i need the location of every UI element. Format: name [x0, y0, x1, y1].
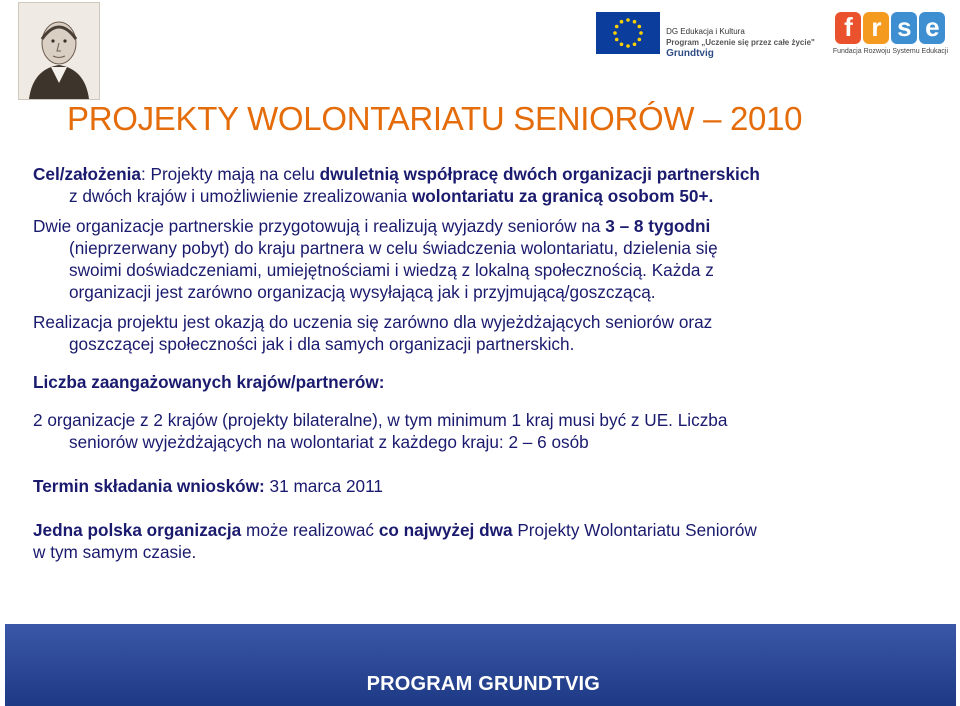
- grundtvig-caption: Grundtvig: [666, 48, 714, 59]
- logo-bar: [596, 12, 948, 59]
- goal-bold-text: dwuletnią współpracę dwóch organizacji partnerskich: [319, 164, 760, 184]
- duration-text: 3 – 8 tygodni: [605, 216, 711, 236]
- goal-paragraph: [33, 163, 938, 185]
- limit-bold-1: Jedna polska organizacja: [33, 520, 242, 540]
- frse-caption: Fundacja Rozwoju Systemu Edukacji: [832, 48, 948, 55]
- description-line-2: (nieprzerwany pobyt) do kraju partnera w celu świadczenia wolontariatu, dzielenia się: [69, 238, 718, 258]
- description-line-4: organizacji jest zarówno organizacją wysyłającą jak i przyjmującą/goszczącą.: [69, 282, 656, 302]
- goal-text-2: z dwóch krajów i umożliwienie zrealizowania: [69, 186, 412, 206]
- eu-program-caption: Program „Uczenie się przez całe życie": [666, 38, 815, 47]
- frse-letter-e: e: [919, 12, 945, 44]
- eu-flag-icon: [596, 12, 660, 54]
- page-title: PROJEKTY WOLONTARIATU SENIORÓW – 2010: [67, 100, 803, 137]
- implementation-paragraph: Realizacja projektu jest okazją do uczenia się zarówno dla wyjeżdżających seniorów oraz: [33, 312, 713, 332]
- eu-grundtvig-logo: [596, 12, 815, 59]
- limit-text-1: może realizować: [241, 520, 379, 540]
- partners-heading: [33, 371, 938, 393]
- limit-paragraph: [33, 519, 938, 541]
- frse-logo: [833, 12, 948, 55]
- deadline-paragraph: [33, 475, 938, 497]
- description-paragraph: [33, 215, 938, 237]
- description-line-3: swoimi doświadczeniami, umiejętnościami i wiedzą z lokalną społecznością. Każda z: [69, 260, 714, 280]
- partners-text-2: seniorów wyjeżdżających na wolontariat z każdego kraju: 2 – 6 osób: [69, 432, 589, 452]
- deadline-label: Termin składania wniosków:: [33, 476, 265, 496]
- footer-banner-text: PROGRAM GRUNDTVIG: [366, 673, 600, 695]
- partners-text: 2 organizacje z 2 krajów (projekty bilateralne), w tym minimum 1 kraj musi być z UE. Liczba: [33, 410, 728, 430]
- implementation-line-2: goszczącej społeczności jak i dla samych organizacji partnerskich.: [69, 334, 575, 354]
- eu-caption: DG Edukacja i Kultura: [666, 27, 745, 36]
- partners-heading-text: Liczba zaangażowanych krajów/partnerów:: [33, 372, 385, 392]
- goal-paragraph-line2: [33, 185, 938, 207]
- frse-letter-s: s: [891, 12, 917, 44]
- frse-letter-f: f: [835, 12, 861, 44]
- frse-letter-r: r: [863, 12, 889, 44]
- description-text: Dwie organizacje partnerskie przygotowują i realizują wyjazdy seniorów na: [33, 216, 606, 236]
- limit-text-2: Projekty Wolontariatu Seniorów: [512, 520, 757, 540]
- goal-text: : Projekty mają na celu: [140, 164, 320, 184]
- main-content: [33, 163, 938, 563]
- limit-line-2: w tym samym czasie.: [33, 542, 197, 562]
- deadline-value: 31 marca 2011: [264, 476, 383, 496]
- footer-banner: [5, 624, 956, 706]
- portrait-image: [18, 2, 100, 100]
- limit-bold-2: co najwyżej dwa: [378, 520, 513, 540]
- goal-label: Cel/założenia: [33, 164, 141, 184]
- goal-bold-text-2: wolontariatu za granicą osobom 50+.: [411, 186, 714, 206]
